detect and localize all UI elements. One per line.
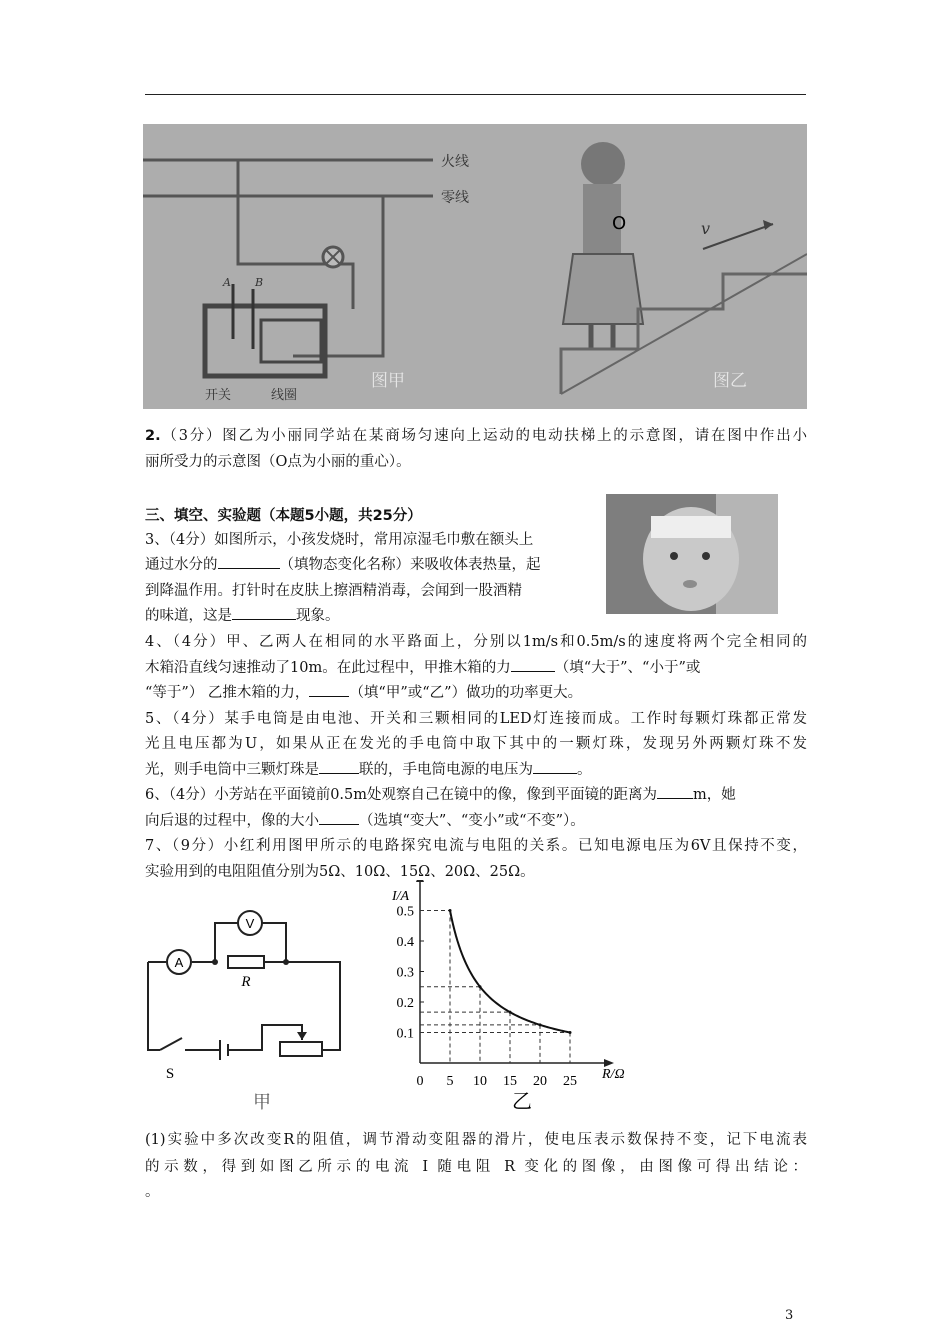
q4-blank1[interactable] xyxy=(511,657,555,672)
x-axis-arrow xyxy=(604,1059,614,1067)
caption-yi: 图乙 xyxy=(713,371,747,391)
q5-line1: 5、（4分）某手电筒是由电池、开关和三颗相同的LED灯连接而成。工作时每颗灯珠都正常发 xyxy=(145,711,807,727)
q6-blank2[interactable] xyxy=(319,810,359,825)
q7-1-line1: (1)实验中多次改变R的阻值，调节滑动变阻器的滑片，使电压表示数保持不变，记下电流表 xyxy=(145,1132,807,1148)
q3-line3: 到降温作用。打针时在皮肤上擦酒精消毒，会闻到一股酒精 xyxy=(145,583,522,599)
q3-line4: 的味道，这是 现象。 xyxy=(145,604,595,629)
q6-line2: 向后退的过程中，像的大小 （选填“变大”、“变小”或“不变”）。 xyxy=(145,809,807,834)
x-axis-label: R/Ω xyxy=(602,1067,625,1082)
data-point xyxy=(539,1023,542,1026)
x-tick-label: 0 xyxy=(416,1074,424,1089)
q5-line2: 光且电压都为U，如果从正在发光的手电筒中取下其中的一颗灯珠，发现另外两颗灯珠不发 xyxy=(145,736,807,752)
y-axis-label: I/A xyxy=(392,889,410,904)
x-tick-label: 20 xyxy=(533,1074,547,1089)
data-point xyxy=(569,1031,572,1034)
q7-line1: 7、（9分）小红利用图甲所示的电路探究电流与电阻的关系。已知电源电压为6V且保持不变， xyxy=(145,838,807,854)
q4-line1: 4、（4分）甲、乙两人在相同的水平路面上，分别以1m/s和0.5m/s的速度将两个完全相同的 xyxy=(145,634,807,650)
velocity-label: v xyxy=(701,219,711,238)
figure-circuit-and-graph xyxy=(140,880,660,1115)
q3-blank1[interactable] xyxy=(218,554,280,569)
label-b: B xyxy=(255,276,264,289)
label-a: A xyxy=(223,276,231,289)
baby-photo xyxy=(606,494,778,614)
figure-top-drawing xyxy=(143,124,807,409)
q4-line2: 木箱沿直线匀速推动了10m。在此过程中，甲推木箱的力 （填“大于”、“小于”或 xyxy=(145,656,807,681)
baby-photo-drawing xyxy=(606,494,778,614)
switch-label: S xyxy=(165,1066,175,1082)
q2-line1 xyxy=(145,424,807,449)
q2-line2: 丽所受力的示意图（O点为小丽的重心）。 xyxy=(145,454,411,470)
q7-1-line2: 的示数，得到如图乙所示的电流 I 随电阻 R 变化的图像，由图像可得出结论： xyxy=(145,1159,807,1175)
page-number: 3 xyxy=(785,1308,794,1323)
y-axis-arrow xyxy=(416,880,424,882)
section3-heading: 三、填空、实验题（本题5小题，共25分） xyxy=(145,508,422,524)
data-point xyxy=(479,985,482,988)
neutral-wire-label: 零线 xyxy=(441,190,469,206)
data-point xyxy=(449,909,452,912)
x-tick-label: 15 xyxy=(503,1074,517,1089)
caption-circuit-jia: 甲 xyxy=(253,1092,271,1113)
q3-line1: 3、（4分）如图所示，小孩发烧时，常用凉湿毛巾敷在额头上 xyxy=(145,532,534,548)
q3-blank2[interactable] xyxy=(232,605,296,620)
q5-blank1[interactable] xyxy=(319,759,359,774)
ammeter-label: A xyxy=(174,955,184,970)
y-tick-label: 0.1 xyxy=(396,1026,414,1042)
voltmeter-label: V xyxy=(245,916,255,931)
data-point xyxy=(509,1011,512,1014)
q5-blank2[interactable] xyxy=(533,759,577,774)
center-of-gravity-label: O xyxy=(612,213,627,234)
caption-jia: 图甲 xyxy=(371,371,405,391)
y-tick-label: 0.3 xyxy=(396,965,414,981)
x-tick-label: 5 xyxy=(446,1074,454,1089)
y-tick-label: 0.4 xyxy=(396,935,414,950)
q7-1-line3: 。 xyxy=(145,1184,160,1200)
y-tick-label: 0.2 xyxy=(396,996,414,1011)
q6-blank1[interactable] xyxy=(657,784,693,799)
x-tick-label: 25 xyxy=(563,1074,577,1089)
q5-line3: 光，则手电筒中三颗灯珠是 联的，手电筒电源的电压为 。 xyxy=(145,758,807,783)
circuit-diagram xyxy=(140,880,660,1115)
q4-line3: “等于”） 乙推木箱的力， （填“甲”或“乙”）做功的功率更大。 xyxy=(145,681,807,706)
q2-text: （3分）图乙为小丽同学站在某商场匀速向上运动的电动扶梯上的示意图，请在图中作出小 xyxy=(160,428,807,444)
q2-number: 2. xyxy=(145,428,161,444)
label-switch: 开关 xyxy=(205,388,232,403)
q6-line1: 6、（4分）小芳站在平面镜前0.5m处观察自己在镜中的像，像到平面镜的距离为 m，她 xyxy=(145,783,807,808)
q7-line2: 实验用到的电阻阻值分别为5Ω、10Ω、15Ω、20Ω、25Ω。 xyxy=(145,864,535,880)
current-resistance-graph xyxy=(391,880,625,1113)
figure-top-photo xyxy=(143,124,807,409)
q4-blank2[interactable] xyxy=(309,682,349,697)
chart-caption-yi: 乙 xyxy=(512,1089,532,1113)
x-tick-label: 10 xyxy=(473,1074,487,1089)
label-coil: 线圈 xyxy=(271,388,298,403)
y-tick-label: 0.5 xyxy=(396,904,414,920)
resistor-label: R xyxy=(241,974,251,990)
q3-line2: 通过水分的 （填物态变化名称）来吸收体表热量，起 xyxy=(145,553,595,578)
top-rule xyxy=(145,94,806,95)
live-wire-label: 火线 xyxy=(441,154,469,170)
